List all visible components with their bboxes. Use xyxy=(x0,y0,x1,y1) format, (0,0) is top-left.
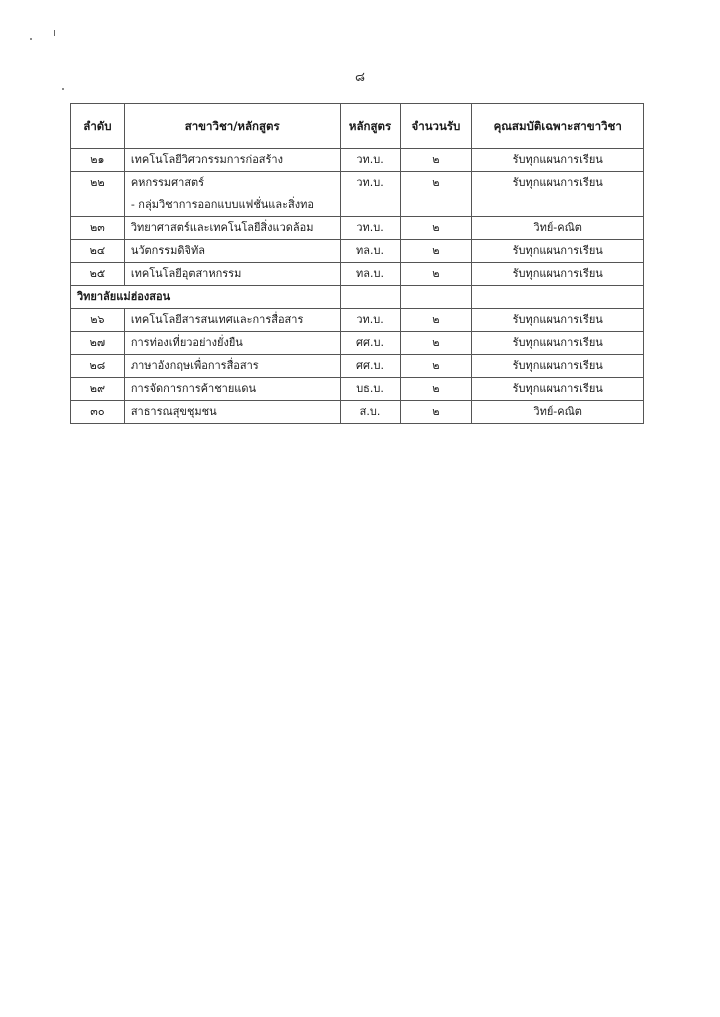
course-type: ทล.บ. xyxy=(340,240,400,263)
seat-count: ๒ xyxy=(400,263,472,286)
seat-count: ๒ xyxy=(400,332,472,355)
row-number: ๓๐ xyxy=(71,401,125,424)
program-cell xyxy=(124,172,340,217)
table-row xyxy=(71,172,644,217)
course-type: วท.บ. xyxy=(340,309,400,332)
row-number: ๒๔ xyxy=(71,240,125,263)
program-name: นวัตกรรมดิจิทัล xyxy=(124,240,340,263)
header-qualification: คุณสมบัติเฉพาะสาขาวิชา xyxy=(472,104,644,149)
course-type: วท.บ. xyxy=(340,149,400,172)
course-type: ศศ.บ. xyxy=(340,332,400,355)
program-name: ภาษาอังกฤษเพื่อการสื่อสาร xyxy=(124,355,340,378)
row-number: ๒๒ xyxy=(71,172,125,217)
program-subgroup: - กลุ่มวิชาการออกแบบแฟชั่นและสิ่งทอ xyxy=(130,198,314,211)
course-type: บธ.บ. xyxy=(340,378,400,401)
seat-count: ๒ xyxy=(400,355,472,378)
qualification: รับทุกแผนการเรียน xyxy=(472,172,644,217)
seat-count: ๒ xyxy=(400,172,472,217)
program-name: เทคโนโลยีสารสนเทศและการสื่อสาร xyxy=(124,309,340,332)
row-number: ๒๗ xyxy=(71,332,125,355)
scan-speck xyxy=(54,30,55,36)
empty-cell xyxy=(472,286,644,309)
program-name: การจัดการการค้าชายแดน xyxy=(124,378,340,401)
section-title: วิทยาลัยแม่ฮ่องสอน xyxy=(71,286,341,309)
table-row xyxy=(71,401,644,424)
scan-speck xyxy=(30,38,32,40)
course-type: ทล.บ. xyxy=(340,263,400,286)
seat-count: ๒ xyxy=(400,149,472,172)
qualification: รับทุกแผนการเรียน xyxy=(472,263,644,286)
program-name: วิทยาศาสตร์และเทคโนโลยีสิ่งแวดล้อม xyxy=(124,217,340,240)
course-type: ส.บ. xyxy=(340,401,400,424)
table-row xyxy=(71,240,644,263)
row-number: ๒๘ xyxy=(71,355,125,378)
course-type: วท.บ. xyxy=(340,172,400,217)
row-number: ๒๑ xyxy=(71,149,125,172)
header-seats: จำนวนรับ xyxy=(400,104,472,149)
seat-count: ๒ xyxy=(400,378,472,401)
table-row xyxy=(71,378,644,401)
qualification: วิทย์-คณิต xyxy=(472,401,644,424)
header-course: หลักสูตร xyxy=(340,104,400,149)
program-name: การท่องเที่ยวอย่างยั่งยืน xyxy=(124,332,340,355)
seat-count: ๒ xyxy=(400,401,472,424)
qualification: รับทุกแผนการเรียน xyxy=(472,332,644,355)
scan-speck xyxy=(62,88,64,90)
row-number: ๒๓ xyxy=(71,217,125,240)
course-type: ศศ.บ. xyxy=(340,355,400,378)
row-number: ๒๙ xyxy=(71,378,125,401)
table-row xyxy=(71,332,644,355)
seat-count: ๒ xyxy=(400,309,472,332)
qualification: รับทุกแผนการเรียน xyxy=(472,309,644,332)
header-program: สาขาวิชา/หลักสูตร xyxy=(124,104,340,149)
row-number: ๒๕ xyxy=(71,263,125,286)
qualification: รับทุกแผนการเรียน xyxy=(472,240,644,263)
program-name: สาธารณสุขชุมชน xyxy=(124,401,340,424)
header-order: ลำดับ xyxy=(71,104,125,149)
table-row xyxy=(71,149,644,172)
qualification: รับทุกแผนการเรียน xyxy=(472,149,644,172)
table-row xyxy=(71,263,644,286)
section-row xyxy=(71,286,644,309)
seat-count: ๒ xyxy=(400,217,472,240)
seat-count: ๒ xyxy=(400,240,472,263)
program-name: เทคโนโลยีอุตสาหกรรม xyxy=(124,263,340,286)
table-row xyxy=(71,355,644,378)
qualification: วิทย์-คณิต xyxy=(472,217,644,240)
program-table xyxy=(70,103,644,424)
table-row xyxy=(71,309,644,332)
empty-cell xyxy=(340,286,400,309)
qualification: รับทุกแผนการเรียน xyxy=(472,378,644,401)
empty-cell xyxy=(400,286,472,309)
table-header-row xyxy=(71,104,644,149)
table-row xyxy=(71,217,644,240)
course-type: วท.บ. xyxy=(340,217,400,240)
page-number: ๘ xyxy=(354,70,366,85)
qualification: รับทุกแผนการเรียน xyxy=(472,355,644,378)
row-number: ๒๖ xyxy=(71,309,125,332)
program-name: คหกรรมศาสตร์ xyxy=(130,176,205,189)
program-name: เทคโนโลยีวิศวกรรมการก่อสร้าง xyxy=(124,149,340,172)
